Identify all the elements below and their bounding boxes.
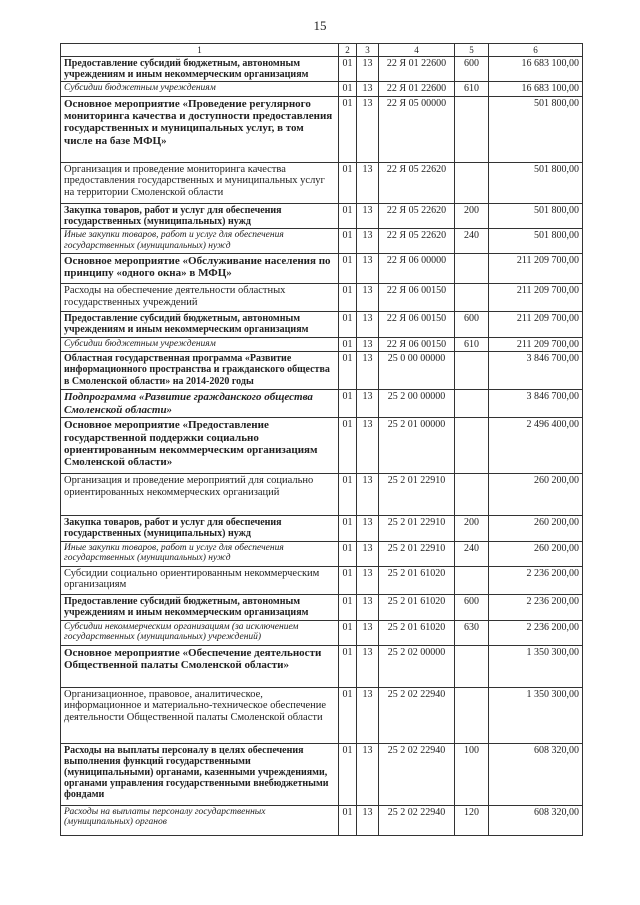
row-name: Основное мероприятие «Проведение регулярного мониторинга качества и доступности предоставления государственных и муниципальных услуг, в том числе на базе МФЦ» xyxy=(61,96,339,162)
expense-type-code: 610 xyxy=(455,82,489,96)
table-row xyxy=(61,312,583,338)
table-row xyxy=(61,805,583,835)
target-article-code: 25 2 02 22940 xyxy=(379,743,455,805)
row-name: Организация и проведение мероприятий для социально ориентированных некоммерческих организаций xyxy=(61,474,339,516)
table-header-row xyxy=(61,44,583,57)
amount: 501 800,00 xyxy=(489,203,583,228)
amount: 211 209 700,00 xyxy=(489,312,583,338)
subsection-code: 13 xyxy=(357,418,379,474)
target-article-code: 25 2 01 61020 xyxy=(379,594,455,620)
row-name: Иные закупки товаров, работ и услуг для обеспечения государственных (муниципальных) нужд xyxy=(61,229,339,254)
expense-type-code xyxy=(455,352,489,390)
target-article-code: 22 Я 05 22620 xyxy=(379,203,455,228)
expense-type-code: 240 xyxy=(455,229,489,254)
row-name: Основное мероприятие «Предоставление государственной поддержки социально ориентированным некоммерческим организациям Смоленской области» xyxy=(61,418,339,474)
table-row xyxy=(61,254,583,284)
section-code: 01 xyxy=(339,352,357,390)
section-code: 01 xyxy=(339,162,357,203)
section-code: 01 xyxy=(339,390,357,418)
table-row xyxy=(61,645,583,687)
target-article-code: 25 2 01 61020 xyxy=(379,620,455,645)
row-name: Основное мероприятие «Обеспечение деятельности Общественной палаты Смоленской области» xyxy=(61,645,339,687)
row-name: Основное мероприятие «Обслуживание населения по принципу «одного окна» в МФЦ» xyxy=(61,254,339,284)
expense-type-code xyxy=(455,96,489,162)
subsection-code: 13 xyxy=(357,594,379,620)
table-row xyxy=(61,743,583,805)
budget-table xyxy=(60,43,583,836)
table-row xyxy=(61,516,583,541)
table-row xyxy=(61,229,583,254)
expense-type-code: 630 xyxy=(455,620,489,645)
section-code: 01 xyxy=(339,645,357,687)
row-name: Предоставление субсидий бюджетным, автономным учреждениям и иным некоммерческим организациям xyxy=(61,312,339,338)
expense-type-code: 200 xyxy=(455,516,489,541)
target-article-code: 25 2 02 00000 xyxy=(379,645,455,687)
expense-type-code: 600 xyxy=(455,312,489,338)
expense-type-code xyxy=(455,284,489,312)
table-row xyxy=(61,338,583,352)
expense-type-code: 120 xyxy=(455,805,489,835)
section-code: 01 xyxy=(339,474,357,516)
subsection-code: 13 xyxy=(357,620,379,645)
amount: 260 200,00 xyxy=(489,516,583,541)
row-name: Расходы на обеспечение деятельности областных государственных учреждений xyxy=(61,284,339,312)
target-article-code: 22 Я 01 22600 xyxy=(379,82,455,96)
target-article-code: 22 Я 06 00150 xyxy=(379,284,455,312)
section-code: 01 xyxy=(339,96,357,162)
expense-type-code: 100 xyxy=(455,743,489,805)
expense-type-code xyxy=(455,418,489,474)
target-article-code: 22 Я 05 22620 xyxy=(379,162,455,203)
subsection-code: 13 xyxy=(357,516,379,541)
row-name: Предоставление субсидий бюджетным, автономным учреждениям и иным некоммерческим организациям xyxy=(61,57,339,82)
section-code: 01 xyxy=(339,338,357,352)
row-name: Предоставление субсидий бюджетным, автономным учреждениям и иным некоммерческим организациям xyxy=(61,594,339,620)
target-article-code: 25 2 01 22910 xyxy=(379,541,455,566)
row-name: Организационное, правовое, аналитическое, информационное и материально-техническое обеспечение деятельности Общественной палаты Смоленской области xyxy=(61,687,339,743)
expense-type-code xyxy=(455,687,489,743)
amount: 2 236 200,00 xyxy=(489,566,583,594)
section-code: 01 xyxy=(339,687,357,743)
section-code: 01 xyxy=(339,516,357,541)
row-name: Субсидии социально ориентированным некоммерческим организациям xyxy=(61,566,339,594)
section-code: 01 xyxy=(339,805,357,835)
table-row xyxy=(61,474,583,516)
table-row xyxy=(61,566,583,594)
amount: 501 800,00 xyxy=(489,162,583,203)
expense-type-code xyxy=(455,254,489,284)
section-code: 01 xyxy=(339,229,357,254)
table-row xyxy=(61,352,583,390)
header-cell: 1 xyxy=(61,44,339,57)
section-code: 01 xyxy=(339,418,357,474)
subsection-code: 13 xyxy=(357,541,379,566)
subsection-code: 13 xyxy=(357,284,379,312)
header-cell: 2 xyxy=(339,44,357,57)
table-row xyxy=(61,203,583,228)
row-name: Иные закупки товаров, работ и услуг для обеспечения государственных (муниципальных) нужд xyxy=(61,541,339,566)
expense-type-code xyxy=(455,390,489,418)
amount: 260 200,00 xyxy=(489,541,583,566)
table-row xyxy=(61,162,583,203)
target-article-code: 22 Я 06 00150 xyxy=(379,338,455,352)
subsection-code: 13 xyxy=(357,162,379,203)
subsection-code: 13 xyxy=(357,645,379,687)
section-code: 01 xyxy=(339,254,357,284)
expense-type-code xyxy=(455,645,489,687)
row-name: Областная государственная программа «Развитие информационного пространства и гражданского общества в Смоленской области» на 2014-2020 годы xyxy=(61,352,339,390)
target-article-code: 25 2 01 61020 xyxy=(379,566,455,594)
subsection-code: 13 xyxy=(357,805,379,835)
target-article-code: 25 2 02 22940 xyxy=(379,805,455,835)
amount: 16 683 100,00 xyxy=(489,82,583,96)
row-name: Организация и проведение мониторинга качества предоставления государственных и муниципальных услуг на территории Смоленской области xyxy=(61,162,339,203)
amount: 3 846 700,00 xyxy=(489,352,583,390)
target-article-code: 25 2 00 00000 xyxy=(379,390,455,418)
subsection-code: 13 xyxy=(357,57,379,82)
table-row xyxy=(61,418,583,474)
subsection-code: 13 xyxy=(357,82,379,96)
subsection-code: 13 xyxy=(357,229,379,254)
subsection-code: 13 xyxy=(357,254,379,284)
section-code: 01 xyxy=(339,566,357,594)
target-article-code: 25 2 02 22940 xyxy=(379,687,455,743)
table-row xyxy=(61,390,583,418)
amount: 608 320,00 xyxy=(489,805,583,835)
row-name: Субсидии бюджетным учреждениям xyxy=(61,338,339,352)
row-name: Субсидии бюджетным учреждениям xyxy=(61,82,339,96)
target-article-code: 22 Я 05 00000 xyxy=(379,96,455,162)
amount: 211 209 700,00 xyxy=(489,338,583,352)
amount: 501 800,00 xyxy=(489,229,583,254)
section-code: 01 xyxy=(339,284,357,312)
table-row xyxy=(61,284,583,312)
section-code: 01 xyxy=(339,82,357,96)
section-code: 01 xyxy=(339,203,357,228)
header-cell: 4 xyxy=(379,44,455,57)
subsection-code: 13 xyxy=(357,203,379,228)
section-code: 01 xyxy=(339,312,357,338)
target-article-code: 22 Я 01 22600 xyxy=(379,57,455,82)
expense-type-code: 600 xyxy=(455,594,489,620)
table-row xyxy=(61,594,583,620)
target-article-code: 25 0 00 00000 xyxy=(379,352,455,390)
subsection-code: 13 xyxy=(357,743,379,805)
amount: 3 846 700,00 xyxy=(489,390,583,418)
header-cell: 5 xyxy=(455,44,489,57)
subsection-code: 13 xyxy=(357,338,379,352)
target-article-code: 22 Я 05 22620 xyxy=(379,229,455,254)
target-article-code: 25 2 01 22910 xyxy=(379,516,455,541)
target-article-code: 22 Я 06 00000 xyxy=(379,254,455,284)
section-code: 01 xyxy=(339,594,357,620)
expense-type-code: 610 xyxy=(455,338,489,352)
table-row xyxy=(61,620,583,645)
subsection-code: 13 xyxy=(357,390,379,418)
subsection-code: 13 xyxy=(357,474,379,516)
target-article-code: 25 2 01 00000 xyxy=(379,418,455,474)
header-cell: 6 xyxy=(489,44,583,57)
expense-type-code xyxy=(455,474,489,516)
subsection-code: 13 xyxy=(357,566,379,594)
row-name: Закупка товаров, работ и услуг для обеспечения государственных (муниципальных) нужд xyxy=(61,203,339,228)
expense-type-code xyxy=(455,162,489,203)
section-code: 01 xyxy=(339,743,357,805)
row-name: Закупка товаров, работ и услуг для обеспечения государственных (муниципальных) нужд xyxy=(61,516,339,541)
table-row xyxy=(61,687,583,743)
target-article-code: 22 Я 06 00150 xyxy=(379,312,455,338)
section-code: 01 xyxy=(339,541,357,566)
subsection-code: 13 xyxy=(357,312,379,338)
amount: 211 209 700,00 xyxy=(489,284,583,312)
subsection-code: 13 xyxy=(357,687,379,743)
page-number: 15 xyxy=(313,18,327,33)
target-article-code: 25 2 01 22910 xyxy=(379,474,455,516)
amount: 211 209 700,00 xyxy=(489,254,583,284)
amount: 1 350 300,00 xyxy=(489,687,583,743)
expense-type-code: 600 xyxy=(455,57,489,82)
amount: 608 320,00 xyxy=(489,743,583,805)
subsection-code: 13 xyxy=(357,96,379,162)
amount: 2 236 200,00 xyxy=(489,594,583,620)
table-row xyxy=(61,541,583,566)
amount: 260 200,00 xyxy=(489,474,583,516)
subsection-code: 13 xyxy=(357,352,379,390)
table-row xyxy=(61,82,583,96)
amount: 2 496 400,00 xyxy=(489,418,583,474)
table-row xyxy=(61,96,583,162)
expense-type-code: 200 xyxy=(455,203,489,228)
table-row xyxy=(61,57,583,82)
row-name: Расходы на выплаты персоналу в целях обеспечения выполнения функций государственными (муниципальными) органами, казенными учреждениями, органами управления государственными внебюджетными фондами xyxy=(61,743,339,805)
expense-type-code xyxy=(455,566,489,594)
row-name: Субсидии некоммерческим организациям (за исключением государственных (муниципальных) учреждений) xyxy=(61,620,339,645)
row-name: Подпрограмма «Развитие гражданского общества Смоленской области» xyxy=(61,390,339,418)
expense-type-code: 240 xyxy=(455,541,489,566)
amount: 16 683 100,00 xyxy=(489,57,583,82)
row-name: Расходы на выплаты персоналу государственных (муниципальных) органов xyxy=(61,805,339,835)
header-cell: 3 xyxy=(357,44,379,57)
section-code: 01 xyxy=(339,620,357,645)
amount: 1 350 300,00 xyxy=(489,645,583,687)
amount: 2 236 200,00 xyxy=(489,620,583,645)
section-code: 01 xyxy=(339,57,357,82)
amount: 501 800,00 xyxy=(489,96,583,162)
